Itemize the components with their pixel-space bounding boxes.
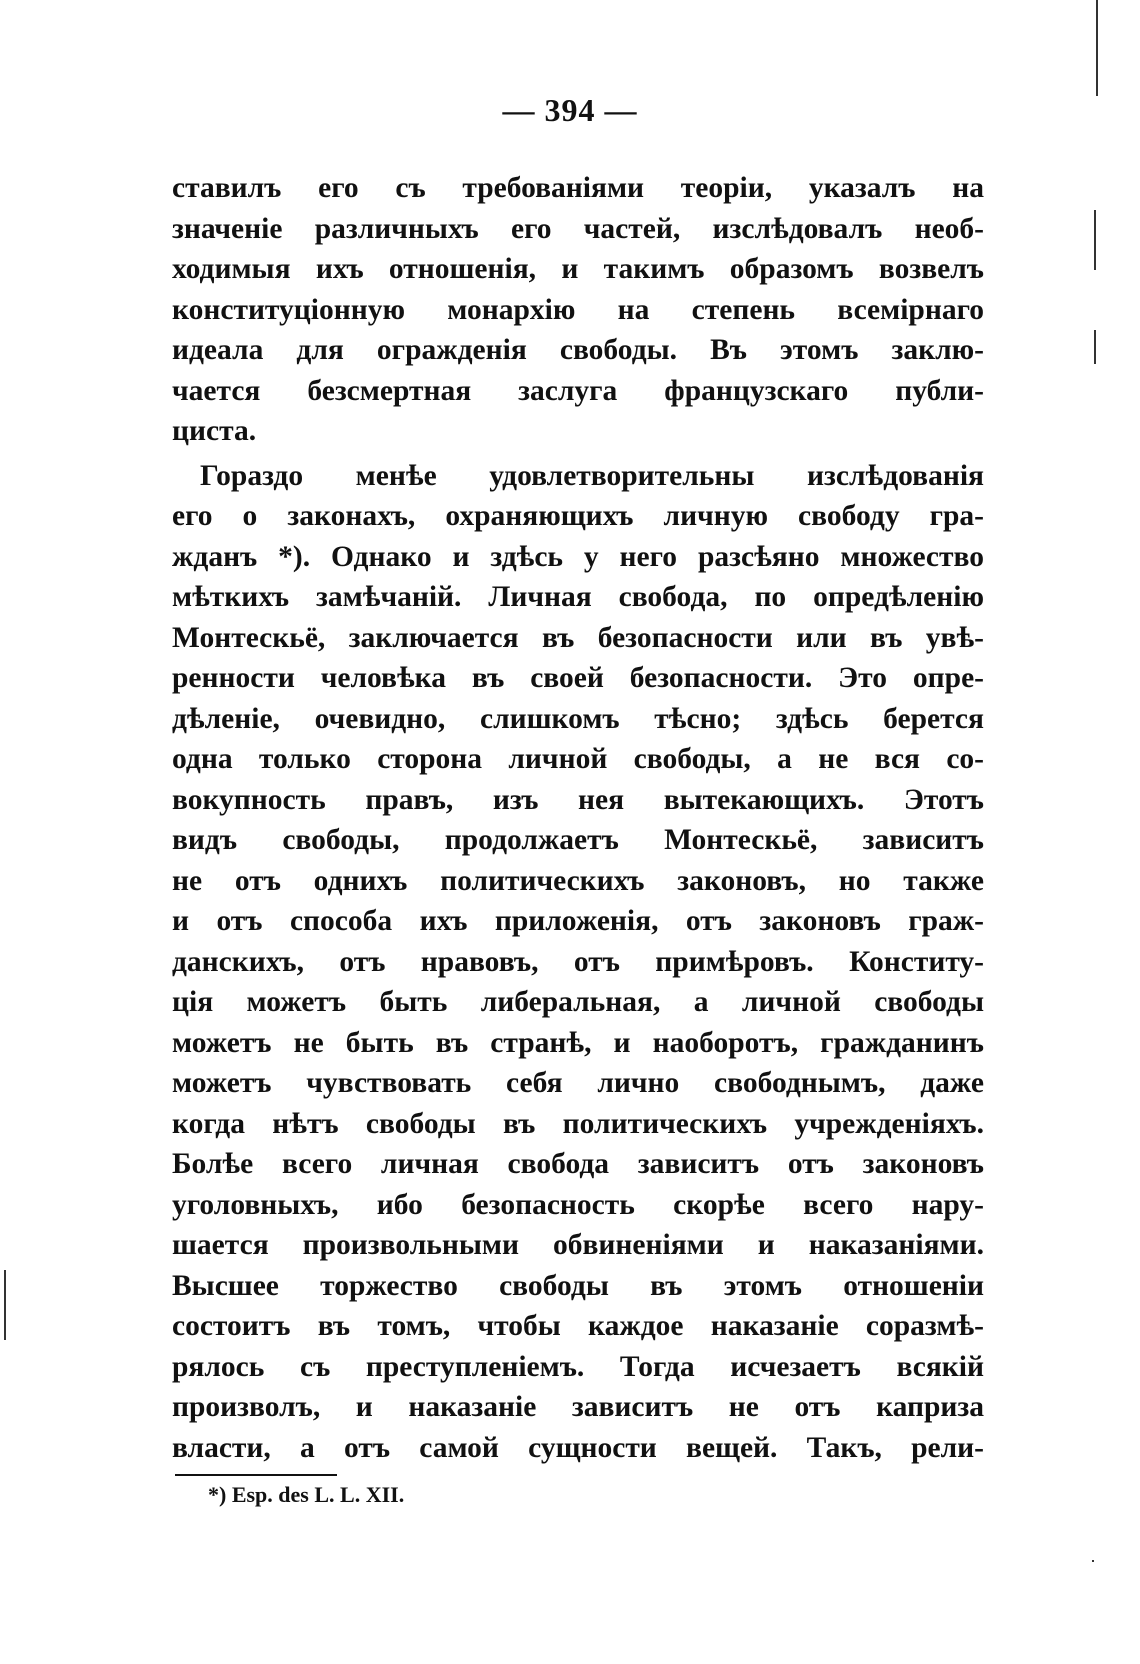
text-line: чается безсмертная заслуга французскаго публи- [172,374,984,407]
footnote-divider [175,1474,337,1476]
scan-edge-mark [1094,210,1096,270]
text-line: можетъ чувствовать себя лично свободнымъ, даже [172,1067,984,1099]
paragraph [172,456,984,1469]
text-line: состоитъ въ томъ, чтобы каждое наказаніе соразмѣ- [172,1310,984,1342]
text-line: данскихъ, отъ нравовъ, отъ примѣровъ. Конститу- [172,945,984,978]
text-line: когда нѣтъ свободы въ политическихъ учрежденіяхъ. [172,1107,984,1140]
text-line: Гораздо менѣе удовлетворительны изслѣдованія [200,459,984,492]
text-line: ставилъ его съ требованіями теоріи, указалъ на [172,172,984,204]
text-line: дѣленіе, очевидно, слишкомъ тѣсно; здѣсь берется [172,702,984,735]
text-line: можетъ не быть въ странѣ, и наоборотъ, гражданинъ [172,1026,984,1059]
text-line: шается произвольными обвиненіями и наказаніями. [172,1229,984,1261]
text-line: рялось съ преступленіемъ. Тогда исчезаетъ всякій [172,1350,984,1383]
text-line: мѣткихъ замѣчаній. Личная свобода, по опредѣленію [172,581,984,613]
text-line: его о законахъ, охраняющихъ личную свободу гра- [172,500,984,532]
paragraph [172,168,984,452]
text-line: произволъ, и наказаніе зависитъ не отъ каприза [172,1391,984,1423]
text-line: идеала для огражденія свободы. Въ этомъ заклю- [172,334,984,366]
text-line: уголовныхъ, ибо безопасность скорѣе всего нару- [172,1188,984,1221]
text-line: жданъ *). Однако и здѣсь у него разсѣяно множество [172,540,984,573]
text-line: власти, а отъ самой сущности вещей. Такъ, рели- [172,1431,984,1464]
main-text [172,168,984,1468]
text-line: видъ свободы, продолжаетъ Монтескьё, зависитъ [172,824,984,856]
text-line: ходимыя ихъ отношенія, и такимъ образомъ возвелъ [172,253,984,285]
text-line: Монтескьё, заключается въ безопасности или въ увѣ- [172,621,984,654]
page-number: — 394 — [502,92,638,128]
text-line: Высшее торжество свободы въ этомъ отношеніи [172,1269,984,1302]
text-line: не отъ однихъ политическихъ законовъ, но также [172,864,984,897]
scan-edge-mark [1096,0,1098,96]
text-line: значеніе различныхъ его частей, изслѣдовалъ необ- [172,212,984,245]
text-line: одна только сторона личной свободы, а не вся со- [172,743,984,775]
scan-edge-mark [1094,330,1096,364]
text-line: вокупность правъ, изъ нея вытекающихъ. Этотъ [172,783,984,816]
footnote: *) Esp. des L. L. XII. [208,1482,405,1507]
scan-edge-mark [1092,1560,1094,1562]
text-line: ренности человѣка въ своей безопасности. Это опре- [172,662,984,694]
text-line: Болѣе всего личная свобода зависитъ отъ законовъ [172,1148,984,1180]
text-line: циста. [172,415,257,447]
text-line: конституціонную монархію на степень всемірнаго [172,293,984,326]
text-line: ція можетъ быть либеральная, а личной свободы [172,986,984,1018]
scan-edge-mark [4,1270,6,1340]
text-line: и отъ способа ихъ приложенія, отъ законовъ граж- [172,905,984,937]
